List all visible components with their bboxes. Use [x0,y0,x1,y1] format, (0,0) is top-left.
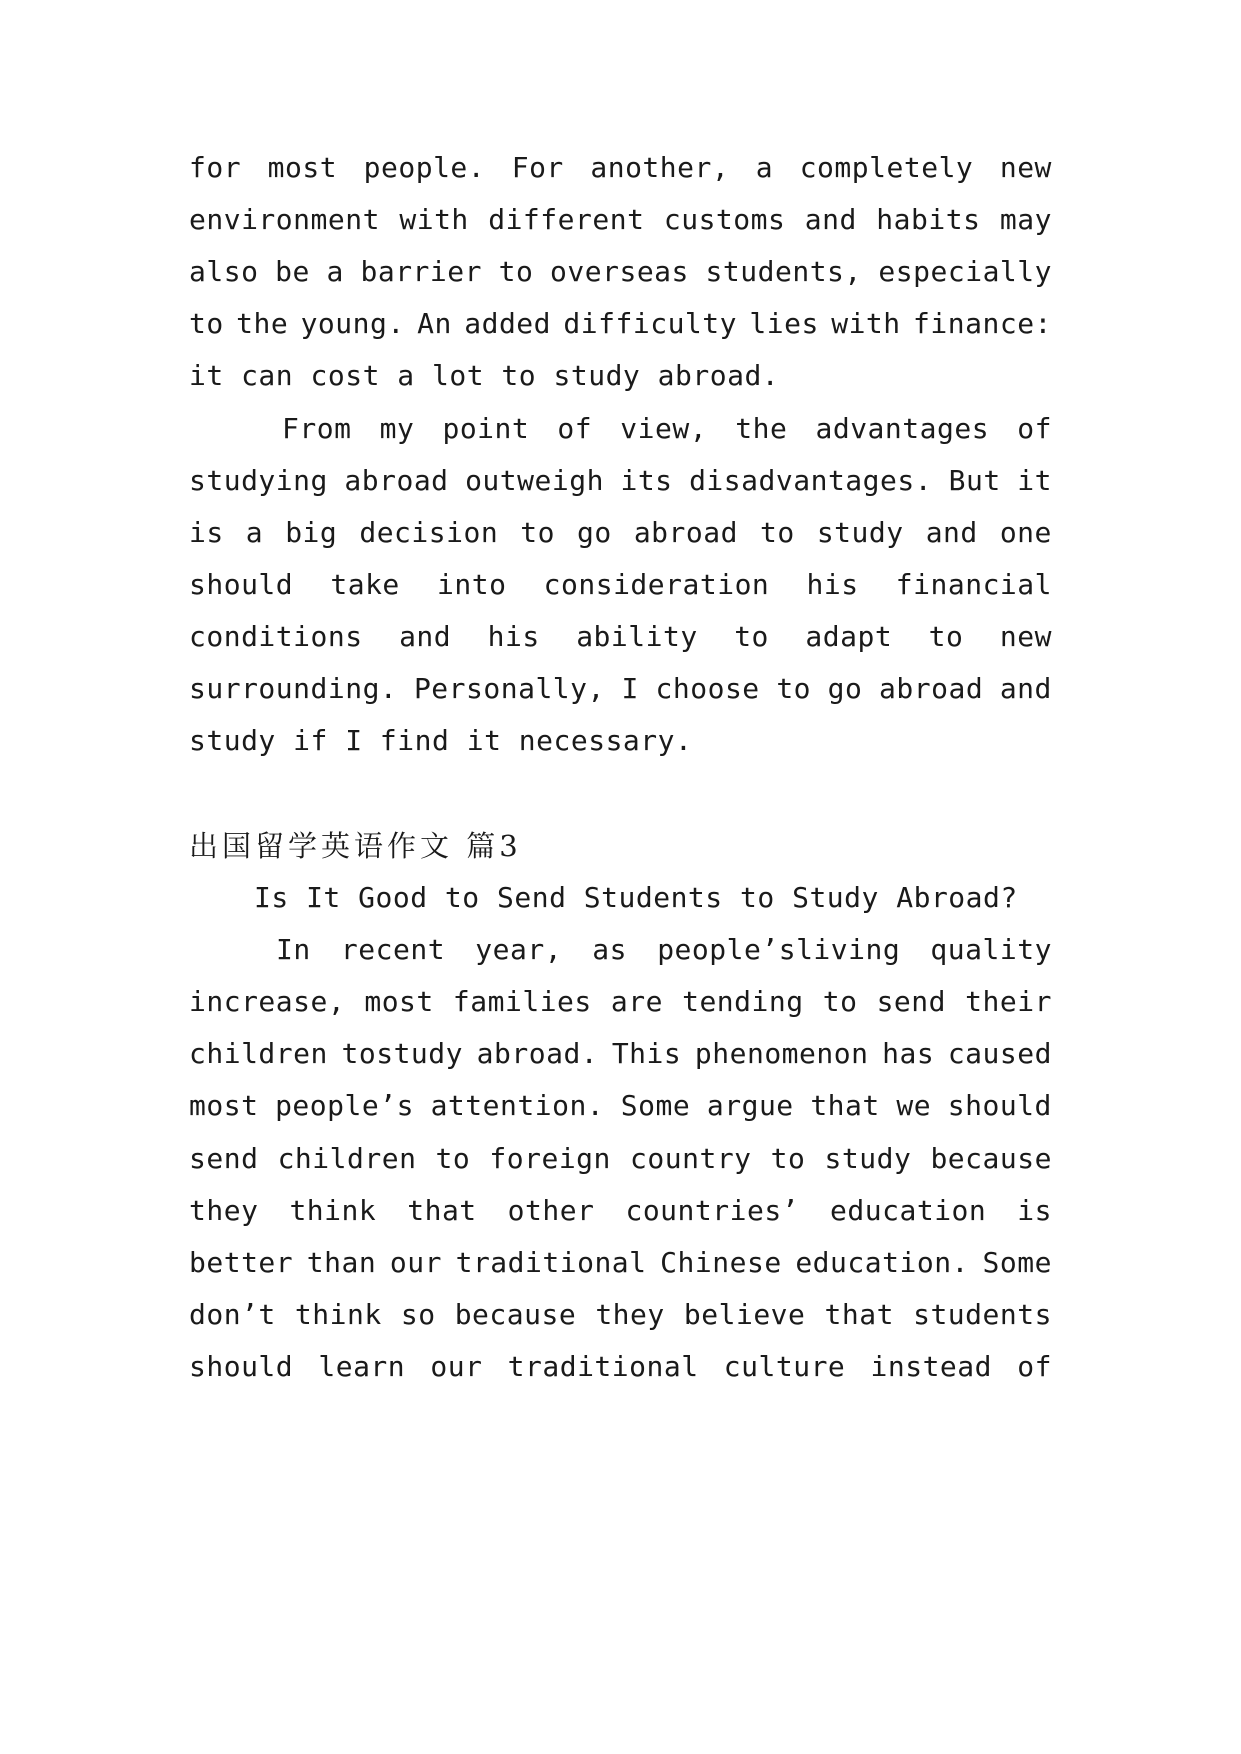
text-line [189,1245,1052,1281]
word: studying [189,464,328,497]
word: learn [318,1350,406,1383]
word: study [816,516,904,549]
word: that [824,1298,894,1331]
word: In [276,933,311,966]
word: traditional [455,1246,647,1279]
text-line [189,463,1052,499]
word: customs [663,203,786,236]
word: and [999,672,1052,705]
word: its [620,464,673,497]
word: a [326,255,344,288]
word: people’sliving [657,933,901,966]
word: may [999,203,1052,236]
word: also [189,255,259,288]
word: Some [620,1089,691,1122]
word: especially [878,255,1052,288]
word: traditional [507,1350,699,1383]
word: their [965,985,1052,1018]
word: argue [706,1089,794,1122]
word: our [430,1350,483,1383]
word: study [824,1142,912,1175]
word: added [464,307,552,340]
word: because [930,1142,1052,1175]
word: An [417,307,452,340]
word: tostudy [341,1037,464,1070]
word: is [189,516,224,549]
word: For [511,151,564,184]
word: his [487,620,540,653]
word: overseas [550,255,689,288]
text-line [189,202,1052,238]
word: don’t [189,1298,276,1331]
text-line [189,619,1052,655]
essay-title: Is It Good to Send Students to Study Abroad? [254,881,1018,914]
word: send [189,1142,259,1175]
text-line [189,515,1052,551]
word: choose [655,672,760,705]
text-line [189,150,1052,186]
word: go [827,672,863,705]
text-line [189,671,1052,707]
word: different [488,203,645,236]
word: difficulty [563,307,737,340]
word: a [755,151,774,184]
word: another, [590,151,730,184]
word: children [189,1037,328,1070]
word: for [189,151,242,184]
text-line [189,254,1052,290]
word: go [577,516,612,549]
word: to [776,672,812,705]
word: think [294,1298,382,1331]
word: to [435,1142,471,1175]
word: so [400,1298,436,1331]
word: to [498,255,534,288]
word: completely [799,151,974,184]
word: consideration [543,568,770,601]
word: we [896,1089,932,1122]
word: disadvantages. [689,464,933,497]
text-line: it can cost a lot to study abroad. [189,359,780,392]
word: of [1017,1350,1052,1383]
word: to [520,516,555,549]
word: as [592,933,627,966]
word: phenomenon [694,1037,869,1070]
word: finance: [913,307,1052,340]
text-line [189,1297,1052,1333]
word: than [306,1246,377,1279]
word: they [189,1194,259,1227]
word: students [913,1298,1052,1331]
word: into [437,568,507,601]
word: it [1017,464,1052,497]
word: abroad. [476,1037,599,1070]
word: a [245,516,264,549]
text-line [189,984,1052,1020]
word: ability [576,620,698,653]
word: people. [363,151,486,184]
text-line: study if I find it necessary. [189,724,693,757]
word: should [947,1089,1052,1122]
word: one [999,516,1052,549]
word: to [189,307,224,340]
word: decision [359,516,499,549]
word: be [275,255,310,288]
word: the [735,412,788,445]
text-line [189,1349,1052,1385]
word: believe [683,1298,806,1331]
word: financial [895,568,1052,601]
word: view, [620,412,708,445]
word: But [948,464,1001,497]
section-heading: 出国留学英语作文 篇3 [189,829,522,863]
word: families [452,985,592,1018]
word: should [189,1350,294,1383]
word: with [399,203,469,236]
word: has [882,1037,935,1070]
word: new [999,151,1052,184]
word: abroad [633,516,738,549]
word: quality [930,933,1052,966]
word: surrounding. [189,672,398,705]
word: new [999,620,1052,653]
word: the [236,307,289,340]
word: young. [300,307,405,340]
word: take [330,568,400,601]
word: From [282,412,352,445]
text-line [189,567,1052,603]
word: advantages [815,412,990,445]
word: send [876,985,947,1018]
word: Chinese [660,1246,782,1279]
word: instead [870,1350,993,1383]
word: year, [475,933,563,966]
word: habits [876,203,981,236]
text-line [276,932,1052,968]
word: to [928,620,964,653]
text-line [189,306,1052,342]
word: people’s [275,1089,414,1122]
word: education [830,1194,987,1227]
text-line [282,411,1052,447]
word: increase, [189,985,346,1018]
word: Some [982,1246,1052,1279]
word: conditions [189,620,363,653]
word: better [189,1246,294,1279]
word: to [734,620,769,653]
word: countries’ [625,1194,800,1227]
word: most [364,985,434,1018]
word: to [770,1142,806,1175]
text-line [189,1036,1052,1072]
word: Personally, [413,672,605,705]
word: most [267,151,338,184]
word: adapt [805,620,893,653]
word: and [804,203,857,236]
word: to [822,985,858,1018]
word: that [810,1089,880,1122]
word: that [407,1194,477,1227]
word: tending [682,985,804,1018]
word: most [189,1089,259,1122]
word: and [399,620,452,653]
word: think [289,1194,377,1227]
word: my [379,412,415,445]
word: to [760,516,795,549]
word: big [285,516,338,549]
word: of [1017,412,1052,445]
word: they [595,1298,665,1331]
word: with [831,307,901,340]
word: This [611,1037,682,1070]
word: of [557,412,593,445]
word: country [630,1142,752,1175]
word: our [389,1246,442,1279]
word: environment [189,203,380,236]
word: and [925,516,978,549]
word: recent [340,933,446,966]
word: because [454,1298,577,1331]
word: should [189,568,294,601]
word: his [806,568,859,601]
word: outweigh [465,464,604,497]
word: lies [749,307,819,340]
word: are [610,985,663,1018]
word: is [1017,1194,1052,1227]
word: abroad [879,672,984,705]
word: barrier [360,255,482,288]
word: culture [723,1350,846,1383]
word: foreign [489,1142,611,1175]
word: point [442,412,530,445]
word: other [507,1194,595,1227]
word: abroad [344,464,449,497]
word: education. [795,1246,969,1279]
word: I [621,672,639,705]
word: attention. [430,1089,605,1122]
text-line [189,1088,1052,1124]
word: students, [705,255,862,288]
text-line [189,1141,1052,1177]
word: caused [947,1037,1052,1070]
word: children [277,1142,417,1175]
text-line [189,1193,1052,1229]
